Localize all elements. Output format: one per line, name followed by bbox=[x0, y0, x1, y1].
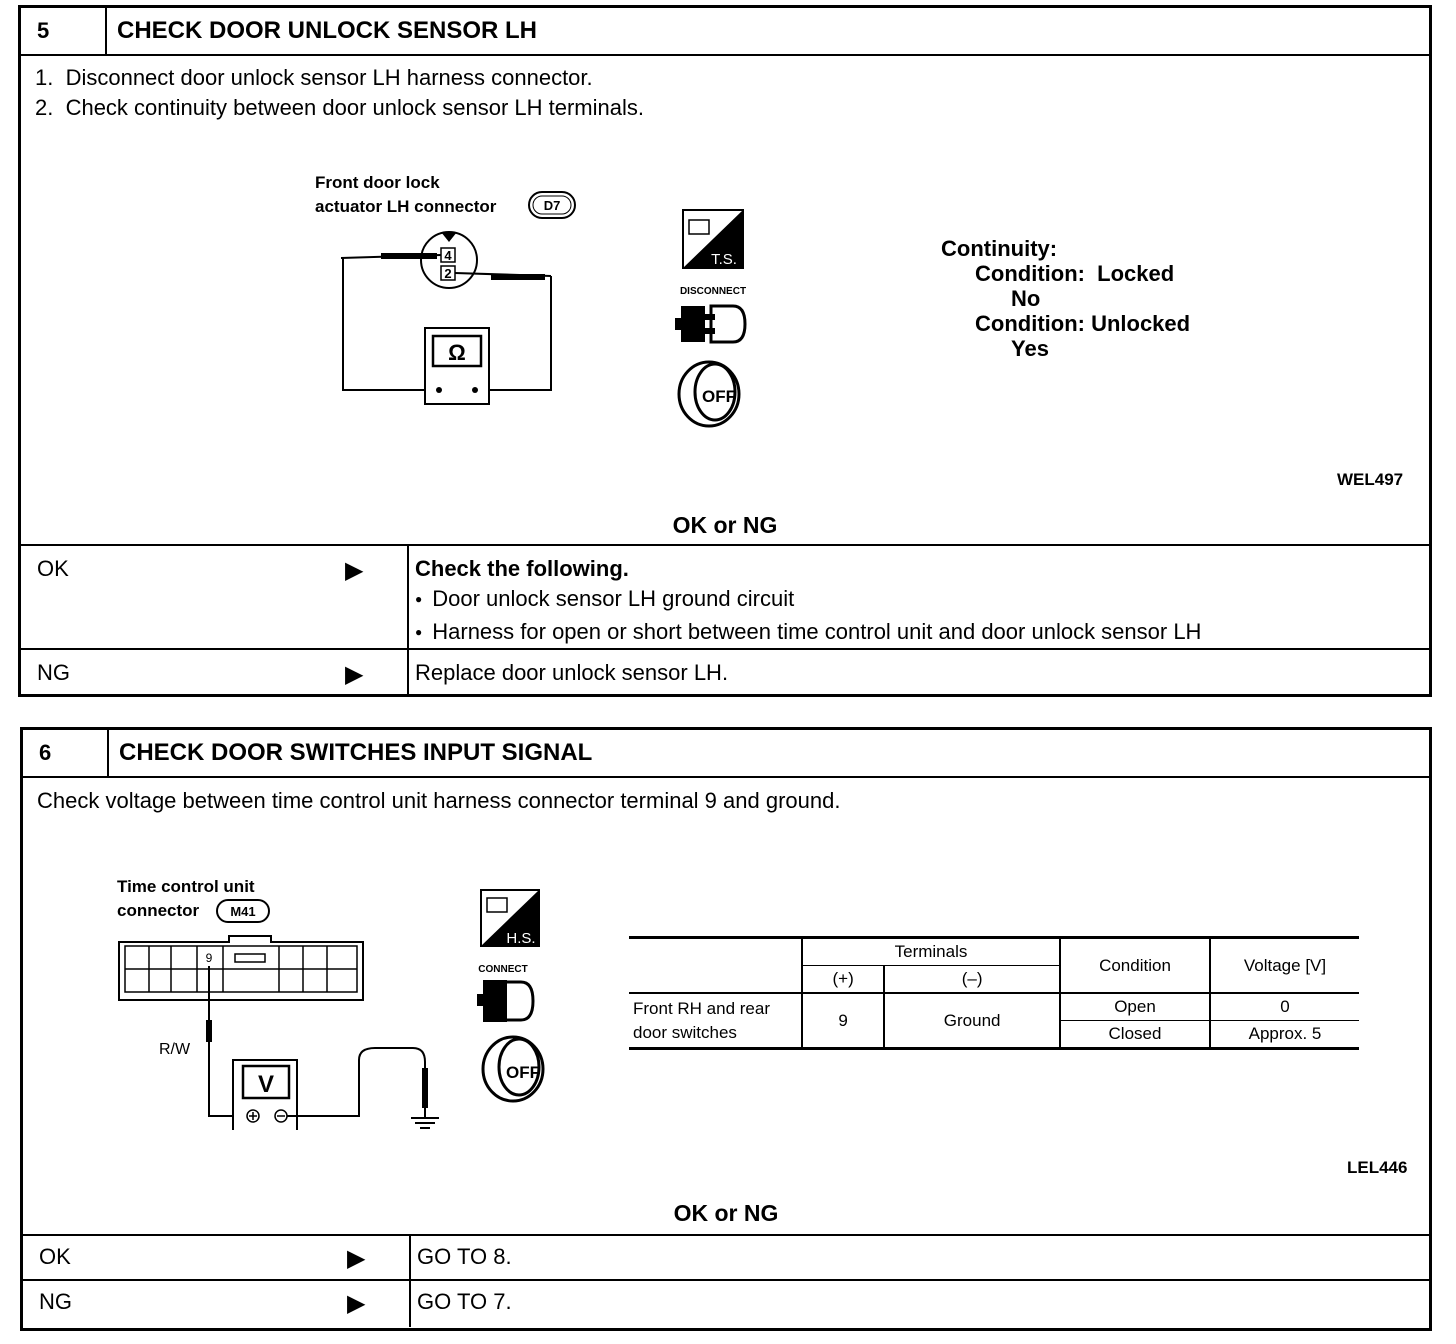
probe-left bbox=[381, 253, 437, 259]
voltage-spec-table bbox=[629, 936, 1359, 1050]
arrow-icon: ▶ bbox=[345, 661, 364, 688]
instruction: Check voltage between time control unit harness connector terminal 9 and ground. bbox=[37, 788, 841, 813]
meter-symbol: Ω bbox=[448, 340, 466, 365]
step-2: 2. Check continuity between door unlock sensor LH terminals. bbox=[35, 95, 644, 120]
voltage-header: Voltage [V] bbox=[1243, 955, 1327, 975]
continuity-title: Continuity: bbox=[941, 236, 1058, 261]
arrow-icon: ▶ bbox=[347, 1290, 366, 1317]
step-number: 5 bbox=[21, 8, 107, 54]
probe-ground bbox=[422, 1068, 428, 1108]
section-header bbox=[23, 730, 1429, 778]
figure-code: LEL446 bbox=[1347, 1158, 1408, 1177]
condition-header: Condition bbox=[1060, 938, 1210, 994]
ng-row bbox=[21, 648, 1429, 696]
step-title: CHECK DOOR SWITCHES INPUT SIGNAL bbox=[119, 739, 593, 766]
voltage-diagram bbox=[113, 870, 453, 1130]
connector-code: M41 bbox=[230, 904, 256, 919]
result-unlocked: Yes bbox=[1011, 336, 1049, 361]
probe-right bbox=[491, 274, 545, 280]
terminal-4: 4 bbox=[444, 248, 452, 263]
ok-row bbox=[21, 544, 1429, 648]
connector-label-line2: connector bbox=[117, 901, 200, 920]
probe-positive bbox=[206, 1020, 212, 1042]
ts-icon bbox=[681, 208, 745, 270]
voltage-open: 0 bbox=[1210, 993, 1359, 1021]
step-title: CHECK DOOR UNLOCK SENSOR LH bbox=[117, 17, 538, 44]
ignition-off-icon bbox=[479, 1032, 549, 1104]
ok-result: GO TO 8. bbox=[417, 1244, 512, 1269]
ok-result bbox=[415, 554, 1201, 650]
section-5 bbox=[18, 5, 1432, 697]
condition-open: Open bbox=[1060, 993, 1210, 1021]
voltage-closed: Approx. 5 bbox=[1248, 1024, 1322, 1043]
terminal-2: 2 bbox=[444, 266, 452, 281]
connector-label-line2: actuator LH connector bbox=[315, 197, 497, 216]
arrow-icon: ▶ bbox=[347, 1245, 366, 1272]
item-cell bbox=[629, 993, 802, 1049]
connector-label-line1: Time control unit bbox=[117, 877, 255, 896]
ok-result-title: Check the following. bbox=[415, 556, 629, 581]
section-header bbox=[21, 8, 1429, 56]
disconnect-icon-label: DISCONNECT bbox=[679, 286, 747, 297]
condition-locked: Condition: Locked bbox=[975, 261, 1175, 286]
ok-bullet-1: ● Door unlock sensor LH ground circuit bbox=[415, 584, 1201, 617]
minus-header: (–) bbox=[884, 966, 1060, 994]
hs-icon bbox=[479, 888, 541, 948]
ng-label: NG bbox=[39, 1289, 72, 1314]
ok-or-ng: OK or NG bbox=[673, 1200, 779, 1226]
arrow-icon: ▶ bbox=[345, 557, 364, 584]
ng-label: NG bbox=[37, 660, 70, 685]
item-line1: Front RH and rear bbox=[633, 998, 770, 1018]
condition-closed: Closed bbox=[1060, 1021, 1210, 1049]
ground-icon bbox=[411, 1118, 439, 1128]
off-label: OFF bbox=[702, 387, 736, 406]
section-6 bbox=[20, 727, 1432, 1331]
ng-result: GO TO 7. bbox=[417, 1289, 512, 1314]
connector-label-line1: Front door lock bbox=[315, 173, 440, 192]
ok-label: OK bbox=[37, 556, 69, 581]
connector-code: D7 bbox=[543, 198, 561, 213]
off-label: OFF bbox=[506, 1063, 540, 1082]
step-1: 1. Disconnect door unlock sensor LH harness connector. bbox=[35, 65, 593, 90]
wire-color: R/W bbox=[159, 1041, 191, 1058]
ng-result: Replace door unlock sensor LH. bbox=[415, 660, 729, 685]
terminal-9: 9 bbox=[205, 951, 213, 965]
continuity-spec bbox=[941, 236, 1190, 361]
connect-icon-label: CONNECT bbox=[478, 964, 528, 975]
plus-header: (+) bbox=[802, 966, 884, 994]
result-locked: No bbox=[1011, 286, 1041, 311]
continuity-diagram bbox=[301, 158, 601, 408]
ok-label: OK bbox=[39, 1244, 71, 1269]
ts-icon-label: T.S. bbox=[711, 251, 737, 268]
minus-value: Ground bbox=[884, 993, 1060, 1049]
disconnect-icon bbox=[675, 284, 751, 348]
hs-icon-label: H.S. bbox=[506, 930, 536, 947]
plus-value: 9 bbox=[802, 993, 884, 1049]
connect-icon bbox=[475, 962, 539, 1026]
ignition-off-icon bbox=[675, 358, 745, 428]
meter-symbol: V bbox=[257, 1071, 275, 1098]
ok-or-ng: OK or NG bbox=[672, 512, 778, 538]
figure-code: WEL497 bbox=[1337, 470, 1404, 489]
ok-bullet-2: ● Harness for open or short between time control unit and door unlock sensor LH bbox=[415, 617, 1201, 650]
item-line2: door switches bbox=[633, 1022, 737, 1042]
ok-row bbox=[23, 1234, 1429, 1280]
step-number: 6 bbox=[23, 730, 109, 776]
ng-row bbox=[23, 1279, 1429, 1327]
condition-unlocked: Condition: Unlocked bbox=[975, 311, 1191, 336]
terminals-header: Terminals bbox=[802, 938, 1060, 966]
